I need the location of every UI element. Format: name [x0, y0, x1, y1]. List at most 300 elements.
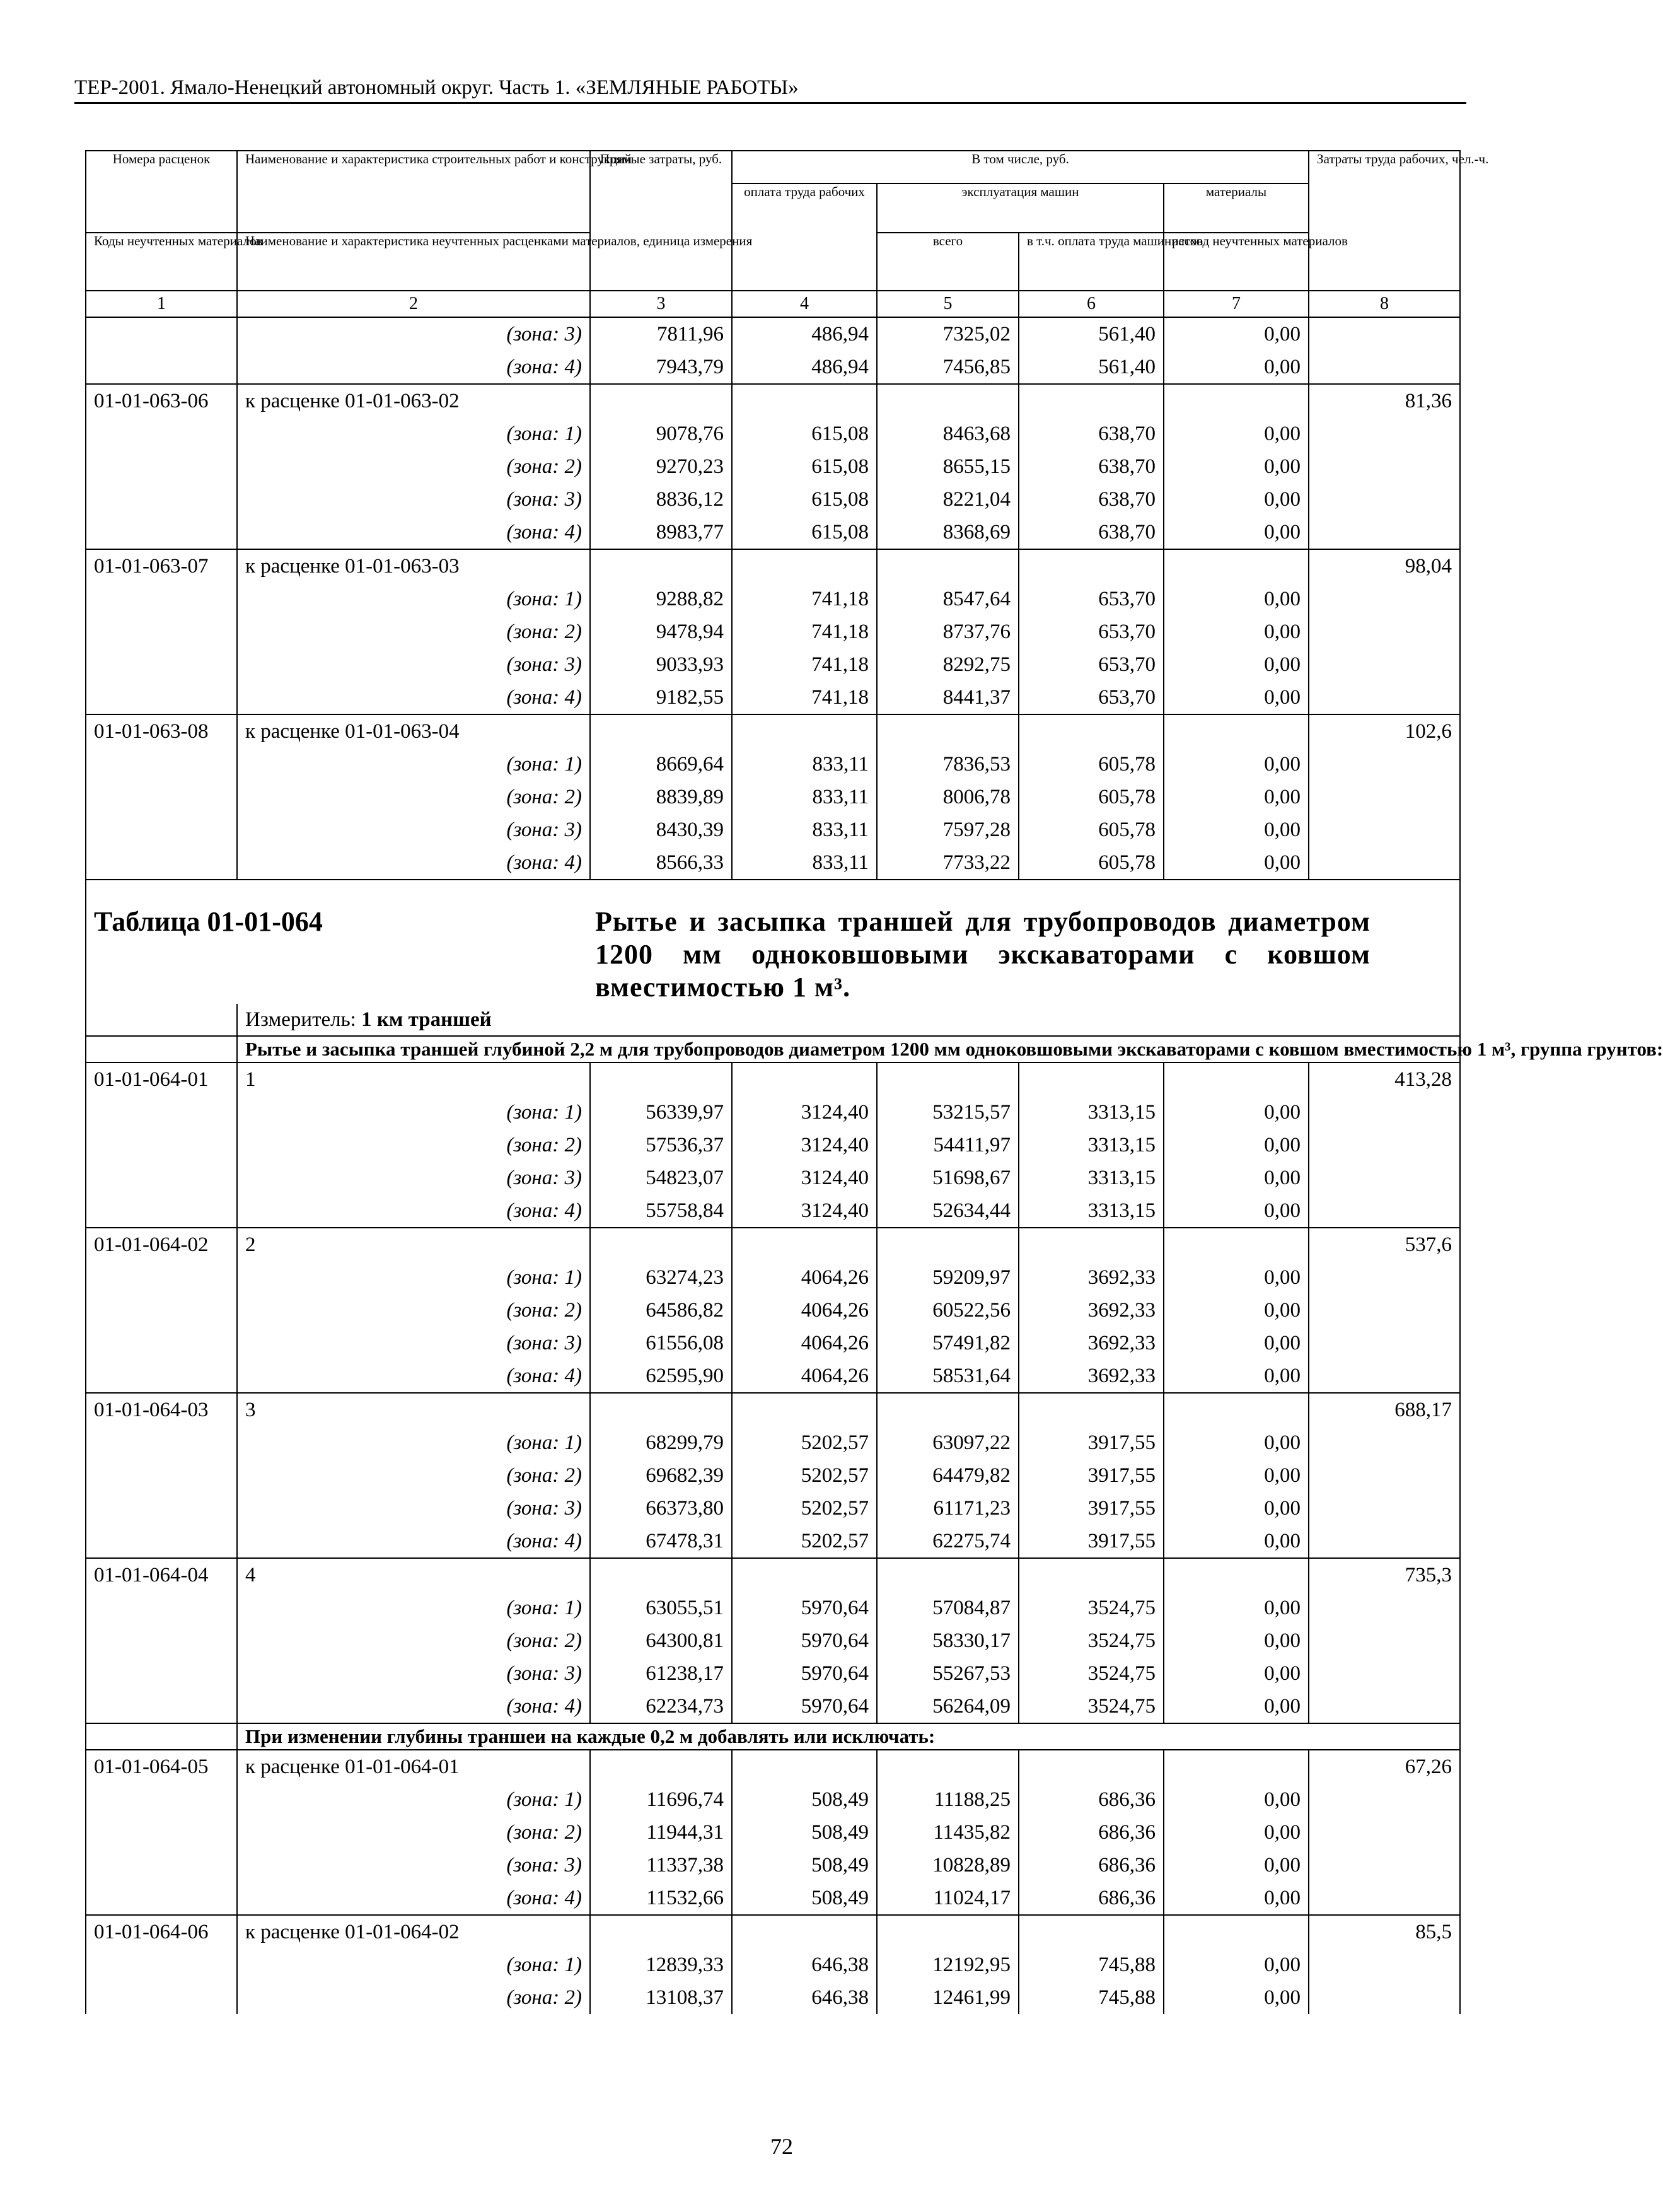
zone-label: (зона: 1)	[237, 1096, 590, 1129]
empty-cell	[877, 1062, 1019, 1096]
labor-pay: 5202,57	[732, 1459, 877, 1492]
machine-labor-pay: 3313,15	[1019, 1194, 1164, 1228]
empty-cell	[86, 1816, 237, 1849]
machine-total: 12461,99	[877, 1981, 1019, 2014]
section-heading: Рытье и засыпка траншей глубиной 2,2 м для трубопроводов диаметром 1200 мм одноковшовыми экскаваторами с ковшом вместимостью 1 м³, группа грунтов:	[237, 1036, 1460, 1062]
labor-pay: 5970,64	[732, 1624, 877, 1657]
zone-label: (зона: 3)	[237, 1161, 590, 1194]
empty-cell	[1309, 1592, 1460, 1624]
rate-name: к расценке 01-01-063-04	[237, 714, 590, 748]
zone-label: (зона: 1)	[237, 1948, 590, 1981]
materials: 0,00	[1164, 317, 1309, 351]
machine-labor-pay: 653,70	[1019, 583, 1164, 615]
materials: 0,00	[1164, 583, 1309, 615]
materials: 0,00	[1164, 781, 1309, 813]
zone-label: (зона: 1)	[237, 748, 590, 781]
empty-cell	[590, 1558, 732, 1592]
empty-cell	[86, 317, 237, 351]
labor-costs: 98,04	[1309, 549, 1460, 583]
zone-row	[86, 846, 1460, 880]
machine-labor-pay: 653,70	[1019, 681, 1164, 714]
empty-cell	[1309, 781, 1460, 813]
labor-pay: 5970,64	[732, 1690, 877, 1723]
zone-label: (зона: 1)	[237, 1426, 590, 1459]
machine-labor-pay: 686,36	[1019, 1849, 1164, 1882]
zone-row	[86, 1129, 1460, 1161]
direct-costs: 8836,12	[590, 483, 732, 516]
zone-row	[86, 681, 1460, 714]
rate-row	[86, 1558, 1460, 1592]
materials: 0,00	[1164, 648, 1309, 681]
rate-row	[86, 549, 1460, 583]
section-heading: При изменении глубины траншеи на каждые 0,2 м добавлять или исключать:	[237, 1723, 1460, 1750]
zone-label: (зона: 4)	[237, 1690, 590, 1723]
machine-labor-pay: 3917,55	[1019, 1426, 1164, 1459]
empty-cell	[86, 1525, 237, 1558]
zone-row	[86, 583, 1460, 615]
zone-row	[86, 1657, 1460, 1690]
machine-labor-pay: 561,40	[1019, 351, 1164, 384]
rate-code: 01-01-063-06	[86, 384, 237, 417]
empty-cell	[1164, 714, 1309, 748]
col-header-direct-costs: Прямые затраты, руб.	[590, 151, 732, 291]
empty-cell	[86, 846, 237, 880]
col-number: 2	[237, 291, 590, 317]
machine-labor-pay: 638,70	[1019, 483, 1164, 516]
direct-costs: 13108,37	[590, 1981, 732, 2014]
empty-cell	[86, 781, 237, 813]
labor-pay: 4064,26	[732, 1327, 877, 1359]
materials: 0,00	[1164, 1492, 1309, 1525]
machine-total: 60522,56	[877, 1294, 1019, 1327]
rate-name: 2	[237, 1228, 590, 1261]
col-header-machine-total: всего	[877, 233, 1019, 291]
materials: 0,00	[1164, 417, 1309, 450]
rate-code: 01-01-064-04	[86, 1558, 237, 1592]
empty-cell	[732, 384, 877, 417]
labor-costs: 67,26	[1309, 1750, 1460, 1783]
col-header-labor-pay: оплата труда рабочих	[732, 183, 877, 291]
measure-value: 1 км траншей	[361, 1008, 492, 1031]
zone-row	[86, 1849, 1460, 1882]
direct-costs: 62234,73	[590, 1690, 732, 1723]
machine-total: 11188,25	[877, 1783, 1019, 1816]
zone-label: (зона: 2)	[237, 1294, 590, 1327]
empty-cell	[86, 1849, 237, 1882]
labor-pay: 508,49	[732, 1882, 877, 1915]
rate-code: 01-01-064-01	[86, 1062, 237, 1096]
materials: 0,00	[1164, 1261, 1309, 1294]
empty-cell	[1309, 1525, 1460, 1558]
materials: 0,00	[1164, 450, 1309, 483]
empty-cell	[1019, 1915, 1164, 1948]
zone-row	[86, 1981, 1460, 2014]
materials: 0,00	[1164, 1816, 1309, 1849]
labor-costs: 85,5	[1309, 1915, 1460, 1948]
col-header-labor-costs: Затраты труда рабочих, чел.-ч.	[1309, 151, 1460, 291]
machine-total: 7325,02	[877, 317, 1019, 351]
empty-cell	[1019, 1558, 1164, 1592]
zone-label: (зона: 2)	[237, 1129, 590, 1161]
machine-total: 8292,75	[877, 648, 1019, 681]
zone-label: (зона: 3)	[237, 1657, 590, 1690]
empty-cell	[86, 1657, 237, 1690]
rate-name: к расценке 01-01-064-02	[237, 1915, 590, 1948]
empty-cell	[732, 714, 877, 748]
machine-labor-pay: 686,36	[1019, 1816, 1164, 1849]
col-header-materials: материалы	[1164, 183, 1309, 233]
materials: 0,00	[1164, 1657, 1309, 1690]
empty-cell	[86, 450, 237, 483]
machine-labor-pay: 3524,75	[1019, 1624, 1164, 1657]
empty-cell	[86, 1359, 237, 1393]
zone-row	[86, 417, 1460, 450]
zone-row	[86, 317, 1460, 351]
empty-cell	[86, 1783, 237, 1816]
empty-cell	[732, 1393, 877, 1426]
machine-labor-pay: 653,70	[1019, 615, 1164, 648]
materials: 0,00	[1164, 1294, 1309, 1327]
empty-cell	[86, 483, 237, 516]
labor-pay: 833,11	[732, 748, 877, 781]
zone-label: (зона: 2)	[237, 1816, 590, 1849]
direct-costs: 9182,55	[590, 681, 732, 714]
direct-costs: 64300,81	[590, 1624, 732, 1657]
empty-cell	[1164, 549, 1309, 583]
materials: 0,00	[1164, 681, 1309, 714]
empty-cell	[590, 384, 732, 417]
empty-cell	[1309, 648, 1460, 681]
empty-cell	[86, 1129, 237, 1161]
labor-pay: 615,08	[732, 417, 877, 450]
empty-cell	[877, 1393, 1019, 1426]
zone-row	[86, 1783, 1460, 1816]
zone-row	[86, 351, 1460, 384]
empty-cell	[877, 384, 1019, 417]
zone-label: (зона: 1)	[237, 583, 590, 615]
zone-row	[86, 1194, 1460, 1228]
empty-cell	[1309, 1690, 1460, 1723]
empty-cell	[1309, 681, 1460, 714]
materials: 0,00	[1164, 1359, 1309, 1393]
zone-row	[86, 1525, 1460, 1558]
materials: 0,00	[1164, 1129, 1309, 1161]
direct-costs: 9288,82	[590, 583, 732, 615]
machine-labor-pay: 3313,15	[1019, 1096, 1164, 1129]
col-header-mat-codes: Коды неучтенных материалов	[86, 233, 237, 291]
zone-row	[86, 781, 1460, 813]
empty-cell	[1309, 813, 1460, 846]
rate-code: 01-01-064-05	[86, 1750, 237, 1783]
empty-cell	[1164, 1750, 1309, 1783]
empty-cell	[86, 615, 237, 648]
empty-cell	[1309, 516, 1460, 549]
empty-cell	[1164, 1558, 1309, 1592]
machine-labor-pay: 686,36	[1019, 1783, 1164, 1816]
measure-label: Измеритель:	[245, 1008, 356, 1031]
zone-label: (зона: 3)	[237, 1849, 590, 1882]
machine-total: 56264,09	[877, 1690, 1019, 1723]
empty-cell	[590, 1228, 732, 1261]
zone-label: (зона: 4)	[237, 1525, 590, 1558]
direct-costs: 8983,77	[590, 516, 732, 549]
materials: 0,00	[1164, 516, 1309, 549]
labor-pay: 833,11	[732, 813, 877, 846]
zone-label: (зона: 2)	[237, 1624, 590, 1657]
labor-pay: 3124,40	[732, 1129, 877, 1161]
empty-cell	[1309, 1327, 1460, 1359]
zone-row	[86, 1294, 1460, 1327]
zone-label: (зона: 1)	[237, 417, 590, 450]
empty-cell	[1309, 1624, 1460, 1657]
rate-name: 3	[237, 1393, 590, 1426]
zone-label: (зона: 4)	[237, 846, 590, 880]
empty-cell	[1164, 384, 1309, 417]
direct-costs: 11696,74	[590, 1783, 732, 1816]
direct-costs: 69682,39	[590, 1459, 732, 1492]
zone-row	[86, 748, 1460, 781]
labor-pay: 4064,26	[732, 1261, 877, 1294]
labor-costs: 688,17	[1309, 1393, 1460, 1426]
empty-cell	[877, 1228, 1019, 1261]
col-header-machine-labor: в т.ч. оплата труда машинистов	[1019, 233, 1164, 291]
empty-cell	[1309, 1783, 1460, 1816]
empty-cell	[1019, 714, 1164, 748]
rate-name: к расценке 01-01-064-01	[237, 1750, 590, 1783]
col-number: 5	[877, 291, 1019, 317]
labor-pay: 5202,57	[732, 1525, 877, 1558]
machine-total: 57084,87	[877, 1592, 1019, 1624]
empty-cell	[86, 748, 237, 781]
direct-costs: 7943,79	[590, 351, 732, 384]
zone-row	[86, 1690, 1460, 1723]
rate-row	[86, 1062, 1460, 1096]
zone-row	[86, 1592, 1460, 1624]
empty-cell	[1164, 1393, 1309, 1426]
direct-costs: 64586,82	[590, 1294, 732, 1327]
zone-label: (зона: 2)	[237, 615, 590, 648]
machine-total: 52634,44	[877, 1194, 1019, 1228]
direct-costs: 8669,64	[590, 748, 732, 781]
labor-pay: 741,18	[732, 583, 877, 615]
empty-cell	[86, 1327, 237, 1359]
empty-cell	[1309, 1849, 1460, 1882]
empty-cell	[1309, 1981, 1460, 2014]
labor-pay: 5202,57	[732, 1426, 877, 1459]
machine-total: 51698,67	[877, 1161, 1019, 1194]
labor-costs: 413,28	[1309, 1062, 1460, 1096]
labor-pay: 508,49	[732, 1849, 877, 1882]
machine-labor-pay: 561,40	[1019, 317, 1164, 351]
zone-label: (зона: 1)	[237, 1783, 590, 1816]
empty-cell	[86, 1459, 237, 1492]
empty-cell	[1309, 1096, 1460, 1129]
empty-cell	[1309, 1129, 1460, 1161]
direct-costs: 55758,84	[590, 1194, 732, 1228]
empty-cell	[86, 1426, 237, 1459]
machine-labor-pay: 3692,33	[1019, 1327, 1164, 1359]
col-header-incl-rub: В том числе, руб.	[732, 151, 1309, 183]
zone-label: (зона: 2)	[237, 1459, 590, 1492]
labor-pay: 615,08	[732, 483, 877, 516]
zone-label: (зона: 4)	[237, 681, 590, 714]
empty-cell	[732, 1228, 877, 1261]
rate-row	[86, 1915, 1460, 1948]
empty-cell	[86, 813, 237, 846]
machine-total: 7597,28	[877, 813, 1019, 846]
labor-pay: 3124,40	[732, 1194, 877, 1228]
empty-cell	[1309, 846, 1460, 880]
zone-label: (зона: 2)	[237, 1981, 590, 2014]
rate-code: 01-01-064-02	[86, 1228, 237, 1261]
empty-cell	[1019, 1393, 1164, 1426]
direct-costs: 11532,66	[590, 1882, 732, 1915]
machine-labor-pay: 745,88	[1019, 1981, 1164, 2014]
direct-costs: 9270,23	[590, 450, 732, 483]
empty-cell	[86, 1592, 237, 1624]
empty-cell	[86, 417, 237, 450]
zone-label: (зона: 4)	[237, 351, 590, 384]
col-number: 4	[732, 291, 877, 317]
machine-total: 7836,53	[877, 748, 1019, 781]
empty-cell	[732, 1915, 877, 1948]
empty-cell	[86, 648, 237, 681]
empty-cell	[1309, 1816, 1460, 1849]
empty-cell	[1309, 1492, 1460, 1525]
col-number: 3	[590, 291, 732, 317]
labor-pay: 3124,40	[732, 1096, 877, 1129]
zone-label: (зона: 4)	[237, 1882, 590, 1915]
direct-costs: 9033,93	[590, 648, 732, 681]
rates-table	[85, 150, 1663, 2014]
materials: 0,00	[1164, 1981, 1309, 2014]
labor-pay: 508,49	[732, 1816, 877, 1849]
col-header-machine-ops: эксплуатация машин	[877, 183, 1164, 233]
materials: 0,00	[1164, 615, 1309, 648]
zone-label: (зона: 1)	[237, 1261, 590, 1294]
direct-costs: 66373,80	[590, 1492, 732, 1525]
zone-label: (зона: 3)	[237, 1492, 590, 1525]
machine-total: 59209,97	[877, 1261, 1019, 1294]
zone-row	[86, 1948, 1460, 1981]
empty-cell	[86, 681, 237, 714]
zone-row	[86, 1426, 1460, 1459]
empty-cell	[1019, 549, 1164, 583]
machine-total: 62275,74	[877, 1525, 1019, 1558]
empty-cell	[86, 1981, 237, 2014]
direct-costs: 11944,31	[590, 1816, 732, 1849]
empty-cell	[1309, 483, 1460, 516]
empty-cell	[732, 1750, 877, 1783]
materials: 0,00	[1164, 483, 1309, 516]
machine-total: 11024,17	[877, 1882, 1019, 1915]
zone-row	[86, 1882, 1460, 1915]
machine-labor-pay: 638,70	[1019, 516, 1164, 549]
labor-pay: 615,08	[732, 516, 877, 549]
empty-cell	[1309, 583, 1460, 615]
empty-cell	[1309, 1359, 1460, 1393]
empty-cell	[86, 1294, 237, 1327]
col-header-rate-no: Номера расценок	[86, 151, 237, 233]
zone-row	[86, 1624, 1460, 1657]
materials: 0,00	[1164, 351, 1309, 384]
zone-label: (зона: 3)	[237, 483, 590, 516]
labor-pay: 741,18	[732, 681, 877, 714]
materials: 0,00	[1164, 1592, 1309, 1624]
machine-total: 11435,82	[877, 1816, 1019, 1849]
rate-code: 01-01-063-08	[86, 714, 237, 748]
labor-costs: 537,6	[1309, 1228, 1460, 1261]
empty-cell	[1309, 417, 1460, 450]
labor-pay: 833,11	[732, 846, 877, 880]
materials: 0,00	[1164, 1882, 1309, 1915]
empty-cell	[1309, 1294, 1460, 1327]
empty-cell	[732, 549, 877, 583]
empty-cell	[86, 1096, 237, 1129]
zone-label: (зона: 3)	[237, 1327, 590, 1359]
rate-row	[86, 1750, 1460, 1783]
machine-total: 8368,69	[877, 516, 1019, 549]
labor-costs: 102,6	[1309, 714, 1460, 748]
empty-cell	[86, 516, 237, 549]
zone-label: (зона: 4)	[237, 1194, 590, 1228]
col-number: 1	[86, 291, 237, 317]
machine-total: 55267,53	[877, 1657, 1019, 1690]
labor-pay: 4064,26	[732, 1294, 877, 1327]
empty-cell	[86, 1882, 237, 1915]
materials: 0,00	[1164, 1525, 1309, 1558]
empty-cell	[1309, 450, 1460, 483]
direct-costs: 9078,76	[590, 417, 732, 450]
labor-pay: 5202,57	[732, 1492, 877, 1525]
machine-labor-pay: 3917,55	[1019, 1492, 1164, 1525]
document-header: ТЕР-2001. Ямало-Ненецкий автономный округ. Часть 1. «ЗЕМЛЯНЫЕ РАБОТЫ»	[74, 73, 1466, 104]
empty-cell	[877, 549, 1019, 583]
machine-labor-pay: 638,70	[1019, 450, 1164, 483]
rate-row	[86, 384, 1460, 417]
col-header-work-name: Наименование и характеристика строительных работ и конструкций	[237, 151, 590, 233]
page-number: 72	[770, 2134, 793, 2159]
zone-row	[86, 1816, 1460, 1849]
materials: 0,00	[1164, 1161, 1309, 1194]
labor-pay: 508,49	[732, 1783, 877, 1816]
zone-label: (зона: 3)	[237, 813, 590, 846]
measure-unit	[237, 1004, 1460, 1036]
rows-table-064-depth	[86, 1750, 1460, 2014]
empty-cell	[86, 1690, 237, 1723]
rate-name: к расценке 01-01-063-03	[237, 549, 590, 583]
materials: 0,00	[1164, 1849, 1309, 1882]
zone-row	[86, 1096, 1460, 1129]
zone-label: (зона: 2)	[237, 450, 590, 483]
table-number: Таблица 01-01-064	[94, 906, 323, 937]
empty-cell	[1309, 1657, 1460, 1690]
rate-row	[86, 714, 1460, 748]
labor-pay: 486,94	[732, 317, 877, 351]
empty-cell	[1309, 1194, 1460, 1228]
empty-cell	[86, 1624, 237, 1657]
empty-cell	[877, 714, 1019, 748]
machine-total: 64479,82	[877, 1459, 1019, 1492]
machine-total: 8463,68	[877, 417, 1019, 450]
empty-cell	[1019, 1062, 1164, 1096]
col-number: 8	[1309, 291, 1460, 317]
rate-name: 4	[237, 1558, 590, 1592]
machine-total: 8441,37	[877, 681, 1019, 714]
rows-table-064-groups	[86, 1062, 1460, 1723]
zone-label: (зона: 3)	[237, 317, 590, 351]
zone-row	[86, 615, 1460, 648]
